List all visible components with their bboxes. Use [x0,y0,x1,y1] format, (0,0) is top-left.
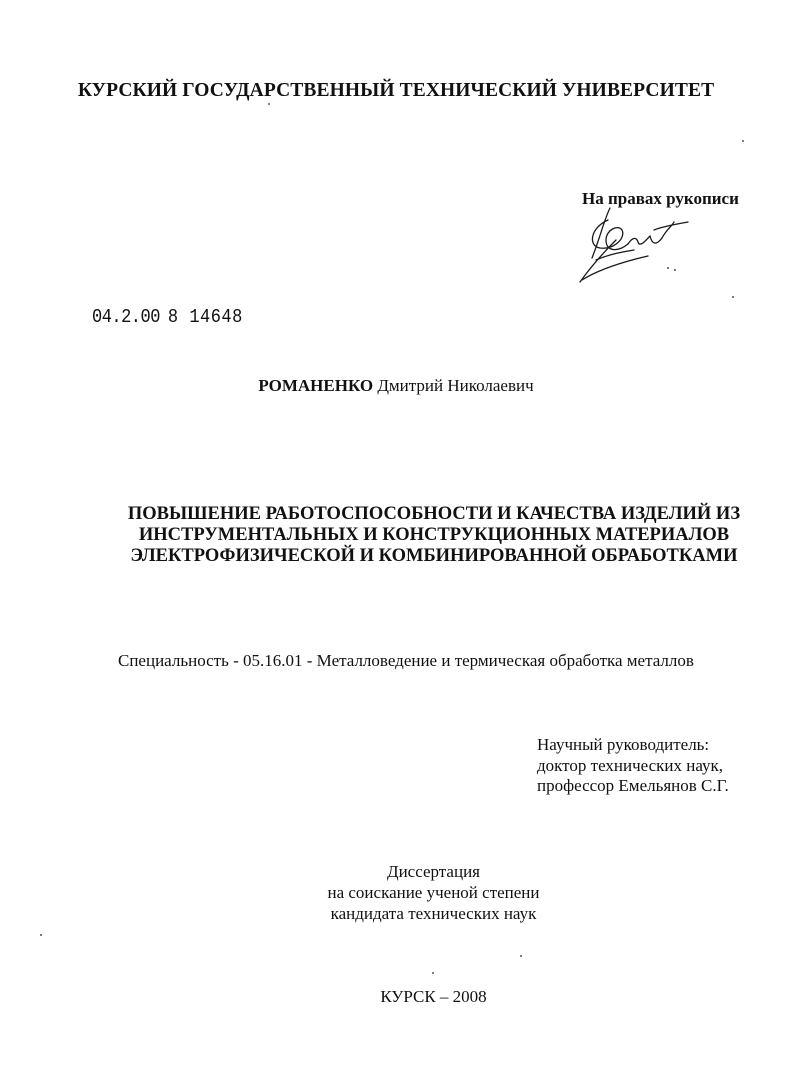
scan-speck [520,955,522,957]
rights-note: На правах рукописи [582,189,739,208]
scan-speck [268,103,270,105]
registration-date-code: 04.2.00 [92,307,160,329]
signature-icon [570,200,700,295]
supervisor-line: профессор Емельянов С.Г. [537,776,729,795]
supervisor-line: доктор технических наук, [537,755,724,775]
scan-speck [40,934,42,936]
registration-number [92,307,243,329]
degree-line: кандидата технических наук [330,904,537,923]
degree-block [200,861,667,924]
university-name: КУРСКИЙ ГОСУДАРСТВЕННЫЙ ТЕХНИЧЕСКИЙ УНИВЕРСИТЕТ [77,80,715,101]
specialty-line: Специальность - 05.16.01 - Металловедение и термическая обработка металлов [118,651,694,670]
author-surname: РОМАНЕНКО [258,376,374,395]
registration-code: 8 14648 [167,307,243,329]
title-line: ИНСТРУМЕНТАЛЬНЫХ И КОНСТРУКЦИОННЫХ МАТЕРИАЛОВ [138,525,730,545]
scan-speck [432,972,434,974]
author-given-names: Дмитрий Николаевич [377,376,534,395]
supervisor-block [537,735,729,797]
scan-speck [742,140,744,142]
scan-speck [732,296,734,298]
dissertation-title [108,504,760,567]
city-year: КУРСК – 2008 [380,987,487,1006]
degree-line: Диссертация [386,862,480,881]
supervisor-line: Научный руководитель: [537,735,710,754]
degree-line: на соискание ученой степени [327,883,540,902]
title-line: ЭЛЕКТРОФИЗИЧЕСКОЙ И КОМБИНИРОВАННОЙ ОБРАБОТКАМИ [130,546,738,566]
author-name [0,376,792,396]
title-line: ПОВЫШЕНИЕ РАБОТОСПОСОБНОСТИ И КАЧЕСТВА ИЗДЕЛИЙ ИЗ [127,504,741,524]
